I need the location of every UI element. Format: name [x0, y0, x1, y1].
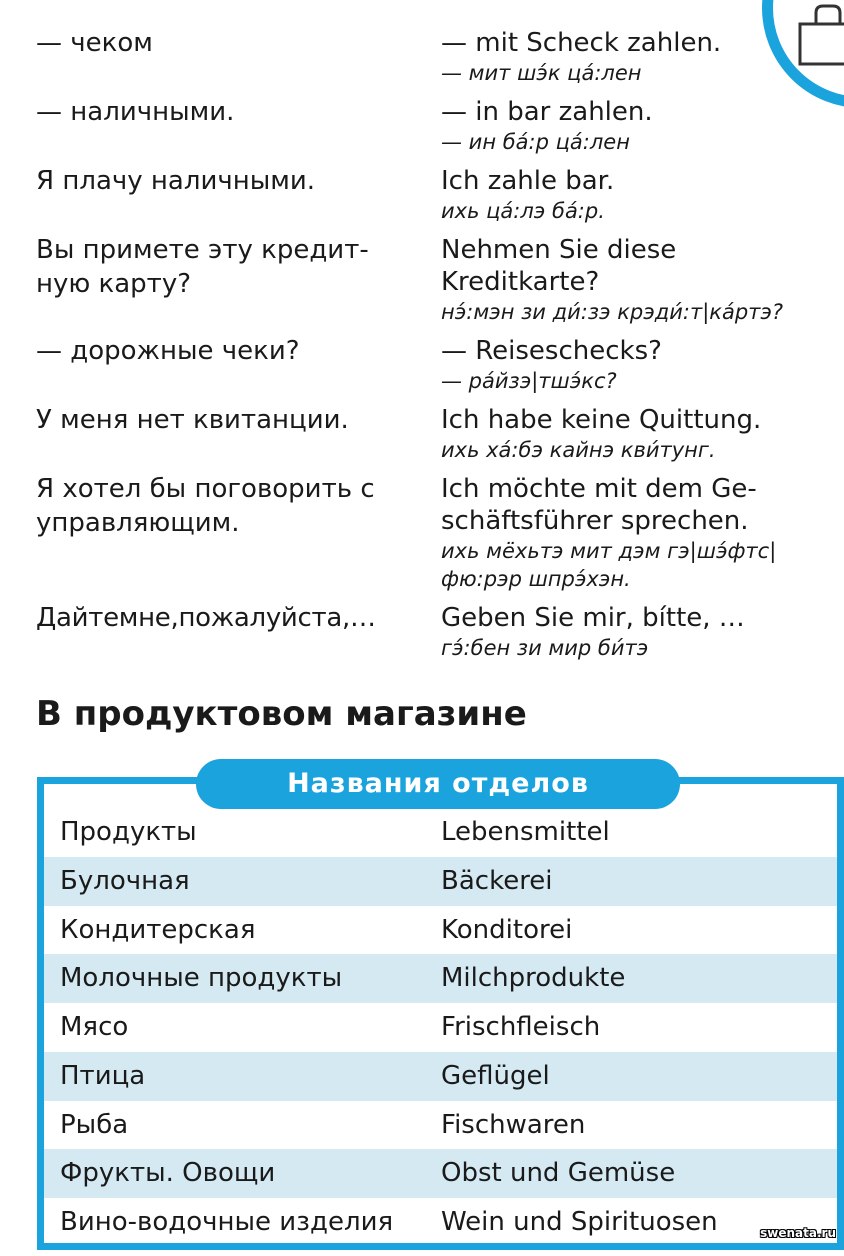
department-russian: Мясо: [60, 1012, 129, 1042]
phrase-german-block: [441, 165, 841, 225]
watermark: swenata.ru: [760, 1226, 836, 1240]
department-german: Konditorei: [441, 914, 573, 945]
department-german: Frischfleisch: [441, 1012, 601, 1042]
department-german: Lebensmittel: [441, 817, 610, 847]
departments-header: Названия отделов: [196, 759, 680, 809]
phrase-transcription: — ин ба́:р ца́:лен: [441, 130, 630, 154]
table-row: [44, 1052, 837, 1101]
phrase-russian: — дорожные чеки?: [36, 336, 300, 366]
table-row: [44, 1149, 837, 1198]
phrase-german-block: [441, 473, 801, 593]
phrase-german-block: [441, 335, 841, 395]
table-row: [44, 954, 837, 1003]
phrase-german-block: [441, 96, 841, 156]
phrase-german: Geben Sie mir, bítte, …: [441, 603, 745, 633]
phrase-transcription: ихь ха́:бэ кайнэ кви́тунг.: [441, 438, 716, 462]
department-russian: Рыба: [60, 1109, 129, 1140]
department-russian: Булочная: [60, 865, 190, 896]
phrase-german-block: [441, 27, 841, 87]
phrase-russian: Дайтемне,пожалуйста,…: [36, 603, 376, 633]
table-row: [44, 808, 837, 857]
phrase-german: Ich habe keine Quittung.: [441, 405, 762, 435]
department-russian: Фрукты. Овощи: [60, 1158, 276, 1189]
phrase-german: Nehmen Sie diese Kreditkarte?: [441, 235, 677, 297]
department-russian: Молочные продукты: [60, 963, 343, 994]
phrase-german: Ich möchte mit dem Ge-schäftsführer sprechen.: [441, 474, 757, 536]
phrase-transcription: нэ́:мэн зи ди́:зэ крэди́:т|ка́ртэ?: [441, 300, 784, 324]
department-german: Wein und Spirituosen: [441, 1207, 718, 1237]
table-row: [44, 1003, 837, 1052]
table-row: [44, 1198, 837, 1247]
phrase-russian: — чеком: [36, 28, 153, 58]
department-russian: Птица: [60, 1060, 146, 1091]
table-row: [44, 1101, 837, 1150]
section-title: В продуктовом магазине: [36, 694, 527, 734]
phrase-transcription: ихь мёхьтэ мит дэм гэ|шэ́фтс|фю:рэр шпрэ́хэн.: [441, 539, 777, 591]
phrase-russian: У меня нет квитанции.: [36, 405, 349, 435]
phrase-german: — in bar zahlen.: [441, 97, 653, 127]
phrase-russian: Я плачу наличными.: [36, 166, 316, 196]
department-german: Bäckerei: [441, 865, 553, 896]
phrase-german-block: [441, 404, 841, 464]
department-german: Milchprodukte: [441, 963, 626, 994]
table-row: [44, 906, 837, 955]
phrase-transcription: ихь ца́:лэ ба́:р.: [441, 199, 605, 223]
phrase-transcription: гэ́:бен зи мир би́тэ: [441, 636, 649, 660]
department-russian: Вино-водочные изделия: [60, 1207, 394, 1237]
phrase-german-block: [441, 234, 821, 326]
phrase-russian: Я хотел бы поговорить с управляющим.: [36, 474, 375, 538]
phrase-russian: Вы примете эту кредит-ную карту?: [36, 235, 369, 299]
department-german: Obst und Gemüse: [441, 1158, 676, 1189]
department-russian: Кондитерская: [60, 914, 256, 945]
phrase-german: — mit Scheck zahlen.: [441, 28, 722, 58]
table-row: [44, 857, 837, 906]
phrase-german: Ich zahle bar.: [441, 166, 615, 196]
phrase-german: — Reiseschecks?: [441, 336, 662, 366]
phrase-russian: — наличными.: [36, 97, 235, 127]
department-german: Fischwaren: [441, 1109, 586, 1140]
department-german: Geflügel: [441, 1060, 550, 1091]
department-russian: Продукты: [60, 817, 197, 847]
phrase-transcription: — мит шэ́к ца́:лен: [441, 61, 642, 85]
phrase-transcription: — ра́йзэ|тшэ́кс?: [441, 369, 617, 393]
departments-table: [44, 808, 837, 1247]
phrase-german-block: [441, 602, 841, 662]
